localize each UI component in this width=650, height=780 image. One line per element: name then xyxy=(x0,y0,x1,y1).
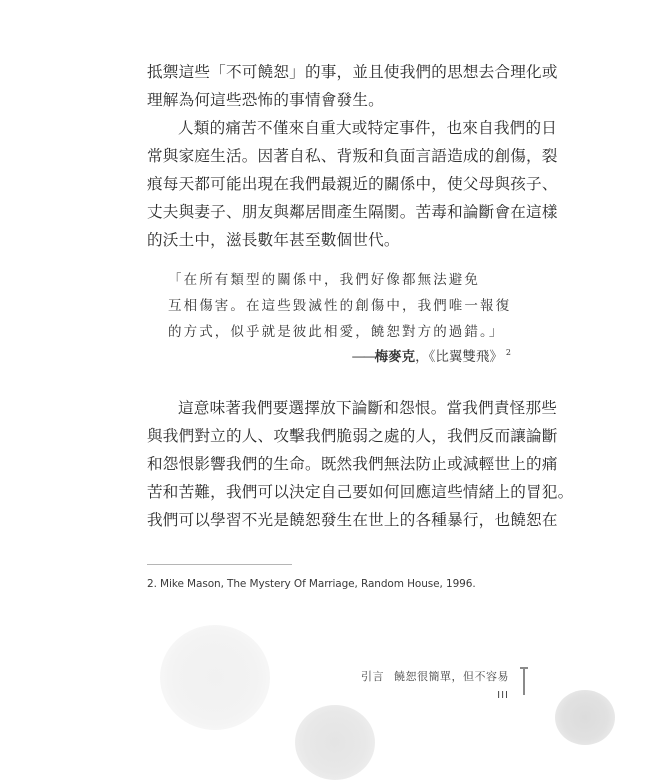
text-line: 丈夫與妻子、朋友與鄰居間產生隔閡。苦毒和論斷會在這樣 xyxy=(147,203,558,221)
running-head xyxy=(361,668,509,684)
text-line: 這意味著我們要選擇放下論斷和怨恨。當我們責怪那些 xyxy=(178,399,558,417)
text-line: 我們可以學習不光是饒恕發生在世上的各種暴行，也饒恕在 xyxy=(147,511,558,529)
ink-blot-decoration xyxy=(295,705,375,780)
footnote-divider xyxy=(147,564,292,565)
running-head-title: 饒恕很簡單，但不容易 xyxy=(394,670,509,683)
ink-blot-decoration xyxy=(160,625,270,730)
text-line: 常與家庭生活。因著自私、背叛和負面言語造成的創傷，裂 xyxy=(147,147,558,165)
text-line: 與我們對立的人、攻擊我們脆弱之處的人，我們反而讓論斷 xyxy=(147,427,558,445)
quote-line: 的方式，似乎就是彼此相愛，饒恕對方的過錯。」 xyxy=(168,324,505,340)
page-marker-bar xyxy=(523,667,525,695)
attribution-dash: —— xyxy=(351,349,375,365)
text-line: 的沃土中，滋長數年甚至數個世代。 xyxy=(147,231,400,249)
text-line: 和怨恨影響我們的生命。既然我們無法防止或減輕世上的痛 xyxy=(147,455,558,473)
quote-line: 互相傷害。在這些毀滅性的創傷中，我們唯一報復 xyxy=(168,298,512,314)
attribution-separator: ， xyxy=(415,349,429,365)
ink-blot-decoration xyxy=(555,690,615,745)
running-head-section: 引言 xyxy=(361,670,384,683)
text-line: 痕每天都可能出現在我們最親近的關係中，使父母與孩子、 xyxy=(147,175,558,193)
footnote-reference[interactable]: 2 xyxy=(505,348,511,357)
quote-line: 「在所有類型的關係中，我們好像都無法避免 xyxy=(168,272,480,288)
text-line: 理解為何這些恐怖的事情會發生。 xyxy=(147,91,384,109)
quote-attribution xyxy=(352,345,511,365)
text-line: 苦和苦難，我們可以決定自己要如何回應這些情緒上的冒犯。 xyxy=(147,483,574,501)
quote-author: 梅麥克 xyxy=(374,349,416,365)
paragraph-2 xyxy=(147,114,558,254)
footnote: 2. Mike Mason, The Mystery Of Marriage, Random House, 1996. xyxy=(147,578,476,590)
text-line: 抵禦這些「不可饒恕」的事，並且使我們的思想去合理化或 xyxy=(147,63,558,81)
text-line: 人類的痛苦不僅來自重大或特定事件，也來自我們的日 xyxy=(178,119,558,137)
quote-book-title: 《比翼雙飛》 xyxy=(428,349,503,365)
block-quote xyxy=(168,267,512,345)
page-number: III xyxy=(497,690,509,701)
paragraph-3 xyxy=(147,394,574,534)
paragraph-1 xyxy=(147,58,558,114)
